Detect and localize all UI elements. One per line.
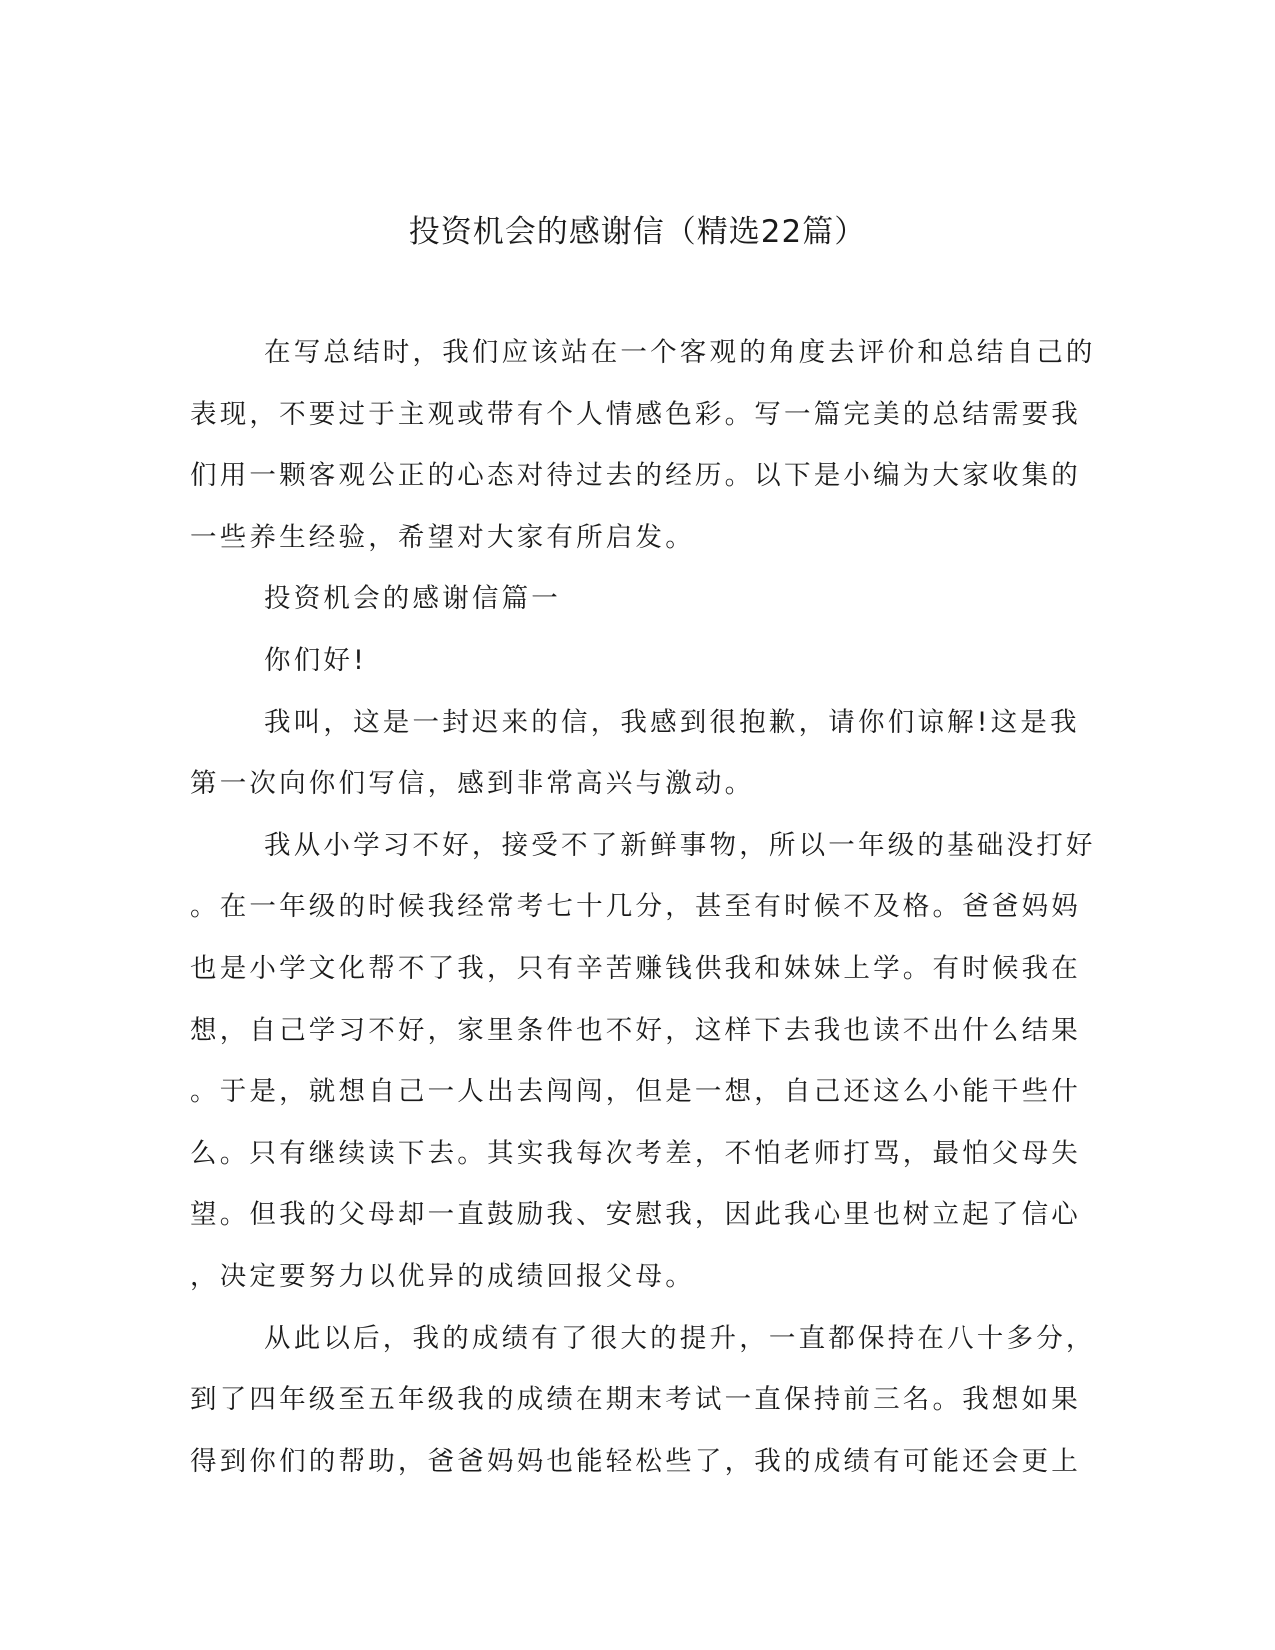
paragraph-line: 一些养生经验，希望对大家有所启发。 xyxy=(190,521,695,553)
paragraph-line: 想，自己学习不好，家里条件也不好，这样下去我也读不出什么结果 xyxy=(190,1014,1081,1046)
document-body xyxy=(190,322,1096,1492)
paragraph-line: 们用一颗客观公正的心态对待过去的经历。以下是小编为大家收集的 xyxy=(190,460,1081,492)
section-heading: 投资机会的感谢信篇一 xyxy=(264,583,561,615)
paragraph-line: 在写总结时，我们应该站在一个客观的角度去评价和总结自己的 xyxy=(264,337,1096,368)
salutation: 你们好! xyxy=(264,644,367,676)
paragraph-line: 也是小学文化帮不了我，只有辛苦赚钱供我和妹妹上学。有时候我在 xyxy=(190,952,1081,984)
paragraph-line: 。于是，就想自己一人出去闯闯，但是一想，自己还这么小能干些什 xyxy=(190,1076,1081,1108)
paragraph-line: 么。只有继续读下去。其实我每次考差，不怕老师打骂，最怕父母失 xyxy=(190,1137,1081,1169)
paragraph-line: 我从小学习不好，接受不了新鲜事物，所以一年级的基础没打好 xyxy=(264,829,1096,861)
paragraph-line: 到了四年级至五年级我的成绩在期末考试一直保持前三名。我想如果 xyxy=(190,1384,1081,1416)
document-title: 投资机会的感谢信（精选22篇） xyxy=(408,214,867,250)
paragraph-line: ，决定要努力以优异的成绩回报父母。 xyxy=(190,1260,695,1292)
paragraph-line: 表现，不要过于主观或带有个人情感色彩。写一篇完美的总结需要我 xyxy=(190,398,1081,430)
paragraph-line: 望。但我的父母却一直鼓励我、安慰我，因此我心里也树立起了信心 xyxy=(190,1199,1081,1231)
paragraph-line: 。在一年级的时候我经常考七十几分，甚至有时候不及格。爸爸妈妈 xyxy=(190,891,1081,923)
paragraph-line: 得到你们的帮助，爸爸妈妈也能轻松些了，我的成绩有可能还会更上 xyxy=(190,1445,1081,1477)
paragraph-line: 第一次向你们写信，感到非常高兴与激动。 xyxy=(190,768,755,800)
paragraph-line: 我叫，这是一封迟来的信，我感到很抱歉，请你们谅解!这是我 xyxy=(264,706,1080,738)
paragraph-line: 从此以后，我的成绩有了很大的提升，一直都保持在八十多分， xyxy=(264,1322,1096,1354)
